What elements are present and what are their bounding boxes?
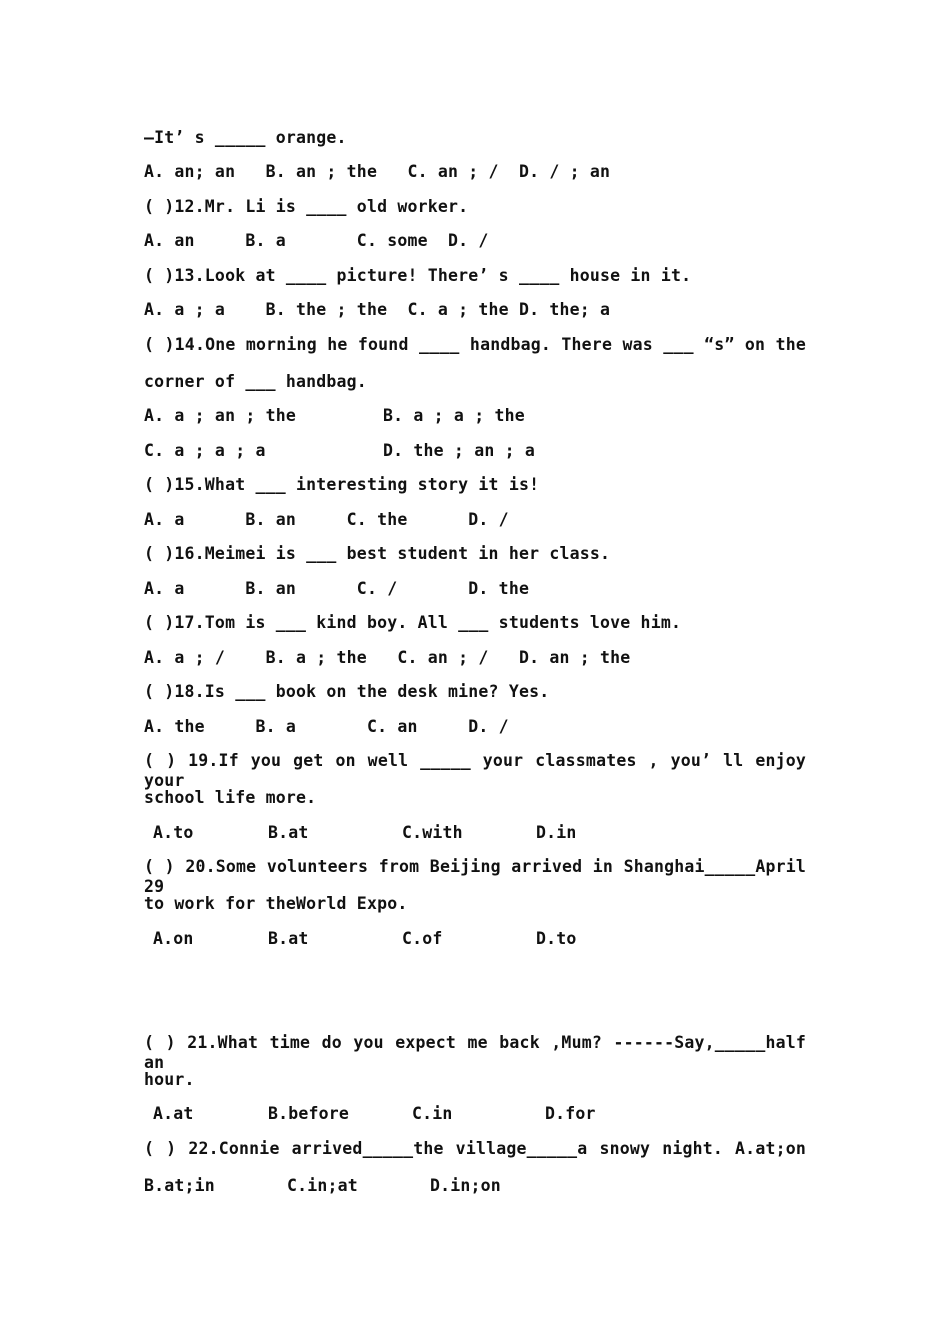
q18-question: ( )18.Is ___ book on the desk mine? Yes. [144,682,550,701]
q22-option-b: B.at;in [144,1176,215,1195]
q14-option-d: D. the ; an ; a [383,441,536,460]
q13-options: A. a ; a B. the ; the C. a ; the D. the; a [144,300,611,319]
q14-option-c: C. a ; a ; a [144,441,266,460]
q19-option-c: C.with [402,823,463,842]
q21-option-a: A.at [153,1104,194,1123]
q20-option-c: C.of [402,929,443,948]
q19-question-cont: school life more. [144,788,317,807]
q19-option-d: D.in [536,823,577,842]
q14-question-cont: corner of ___ handbag. [144,372,367,391]
q16-options: A. a B. an C. / D. the [144,579,530,598]
q21-question: ( ) 21.What time do you expect me back ,Mum? ------Say,_____half an [144,1033,806,1072]
q21-question-cont: hour. [144,1070,195,1089]
q14-option-b: B. a ; a ; the [383,406,525,425]
q20-option-d: D.to [536,929,577,948]
q14-question: ( )14.One morning he found ____ handbag. There was ___ “s” on the [144,335,806,354]
q15-options: A. a B. an C. the D. / [144,510,509,529]
q22-option-d: D.in;on [430,1176,501,1195]
q22-question: ( ) 22.Connie arrived_____the village_____a snowy night. A.at;on [144,1139,806,1158]
q19-option-b: B.at [268,823,309,842]
q11-answer-line: —It’ s _____ orange. [144,128,347,147]
q20-question-cont: to work for theWorld Expo. [144,894,408,913]
q20-question: ( ) 20.Some volunteers from Beijing arrived in Shanghai_____April 29 [144,857,806,896]
q20-option-a: A.on [153,929,194,948]
q21-option-d: D.for [545,1104,596,1123]
q14-option-a: A. a ; an ; the [144,406,297,425]
q22-option-c: C.in;at [287,1176,358,1195]
q18-options: A. the B. a C. an D. / [144,717,509,736]
q13-question: ( )13.Look at ____ picture! There’ s ____ house in it. [144,266,692,285]
q17-question: ( )17.Tom is ___ kind boy. All ___ students love him. [144,613,682,632]
q16-question: ( )16.Meimei is ___ best student in her class. [144,544,611,563]
q17-options: A. a ; / B. a ; the C. an ; / D. an ; the [144,648,631,667]
q11-options: A. an; an B. an ; the C. an ; / D. / ; an [144,162,611,181]
q21-option-b: B.before [268,1104,350,1123]
q19-option-a: A.to [153,823,194,842]
q19-question: ( ) 19.If you get on well _____ your classmates , you’ ll enjoy your [144,751,806,790]
q20-option-b: B.at [268,929,309,948]
q15-question: ( )15.What ___ interesting story it is! [144,475,540,494]
q12-options: A. an B. a C. some D. / [144,231,489,250]
q12-question: ( )12.Mr. Li is ____ old worker. [144,197,469,216]
q21-option-c: C.in [412,1104,453,1123]
